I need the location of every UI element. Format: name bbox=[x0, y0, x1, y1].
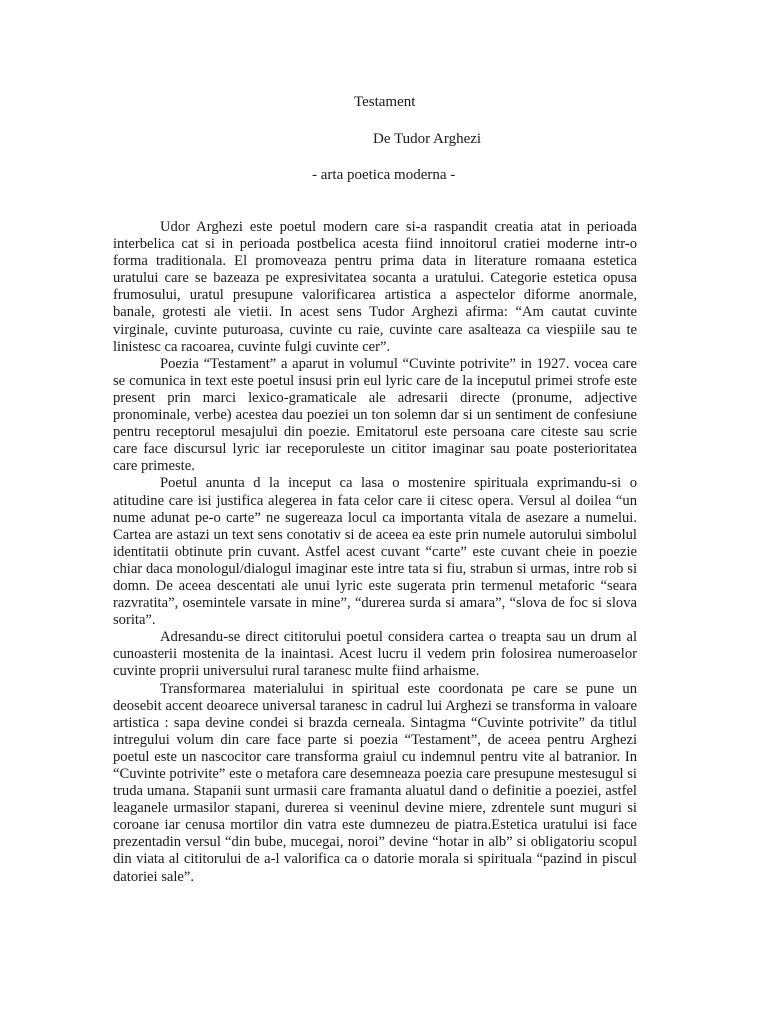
paragraph-2: Poezia “Testament” a aparut in volumul “Cuvinte potrivite” in 1927. vocea care se comunica in text este poetul insusi prin eul lyric care de la inceputul primei strofe este present prin marci lexico-gramaticale ale adresarii directe (pronume, adjective pronominale, verbe) acestea dau poeziei un ton solemn dar si un sentiment de confesiune pentru receptorul mesajului din poezie. Emitatorul este persoana care citeste sau scrie care face discursul lyric iar receporuleste un cititor imaginar sau poate posterioritatea care primeste. bbox=[113, 355, 637, 475]
author-line: De Tudor Arghezi bbox=[373, 131, 482, 147]
paragraph-5: Transformarea materialului in spiritual este coordonata pe care se pune un deosebit accent deoarece universal taranesc in cadrul lui Arghezi se transforma in valoare artistica : sapa devine condei si brazda cerneala. Sintagma “Cuvinte potrivite” da titlul intregului volum din care face parte si poezia “Testament”, de aceea pentru Arghezi poetul este un nascocitor care transforma graiul cu indemnul pentru vite al batranior. In “Cuvinte potrivite” este o metafora care desemneaza poezia care presupune mestesugul si truda umana. Stapanii sunt urmasii care framanta aluatul dand o definitie a poeziei, astfel leaganele urmasilor stapani, durerea si veeninul devine miere, zdrentele sunt muguri si coroane iar cenusa mortilor din vatra este dumnezeu de piatra.Estetica uratului isi face prezentadin versul “din bube, mucegai, noroi” devine “hotar in alb” si obligatoriu scopul din viata al cititorului de a-l valorifica ca o datorie morala si spirituala “pazind in piscul datoriei sale”. bbox=[113, 680, 637, 885]
document-body bbox=[113, 219, 637, 886]
page-title: Testament bbox=[354, 94, 416, 110]
paragraph-4: Adresandu-se direct cititorului poetul considera cartea o treapta sau un drum al cunoasterii mostenita de la inaintasi. Acest lucru il vedem prin folosirea numeroaselor cuvinte proprii universului rural taranesc multe fiind arhaisme. bbox=[113, 629, 637, 680]
paragraph-3: Poetul anunta d la inceput ca lasa o mostenire spirituala exprimandu-si o atitudine care isi justifica alegerea in fata celor care ii citesc opera. Versul al doilea “un nume adunat pe-o carte” ne sugereaza locul ca importanta vitala de asezare a numelui. Cartea are astazi un text sens conotativ si de aceea ea este prin numele autorului simbolul identitatii obtinute prin cuvant. Astfel acest cuvant “carte” este cuvant cheie in poezie chiar daca monologul/dialogul imaginar este intre tata si fiu, strabun si urmas, intre rob si domn. De aceea descentati ale unui lyric este sugerata prin termenul metaforic “seara razvratita”, osemintele varsate in mine”, “durerea surda si amara”, “slova de foc si slova sorita”. bbox=[113, 475, 637, 629]
paragraph-1: Udor Arghezi este poetul modern care si-a raspandit creatia atat in perioada interbelica cat si in perioada postbelica acesta fiind innoitorul cratiei moderne intr-o forma traditionala. El promoveaza pentru prima data in literature romaana estetica uratului care se bazeaza pe expresivitatea socanta a uratului. Categorie estetica opusa frumosului, uratul presupune valorificarea artistica a aspectelor diforme anormale, banale, grotesti ale vietii. In acest sens Tudor Arghezi afirma: “Am cautat cuvinte virginale, cuvinte puturoasa, cuvinte cu raie, cuvinte care asalteaza ca viespiile sau te linistesc ca racoarea, cuvinte fulgi cuvinte cer”. bbox=[113, 219, 637, 355]
subtitle-line: - arta poetica moderna - bbox=[312, 167, 456, 183]
